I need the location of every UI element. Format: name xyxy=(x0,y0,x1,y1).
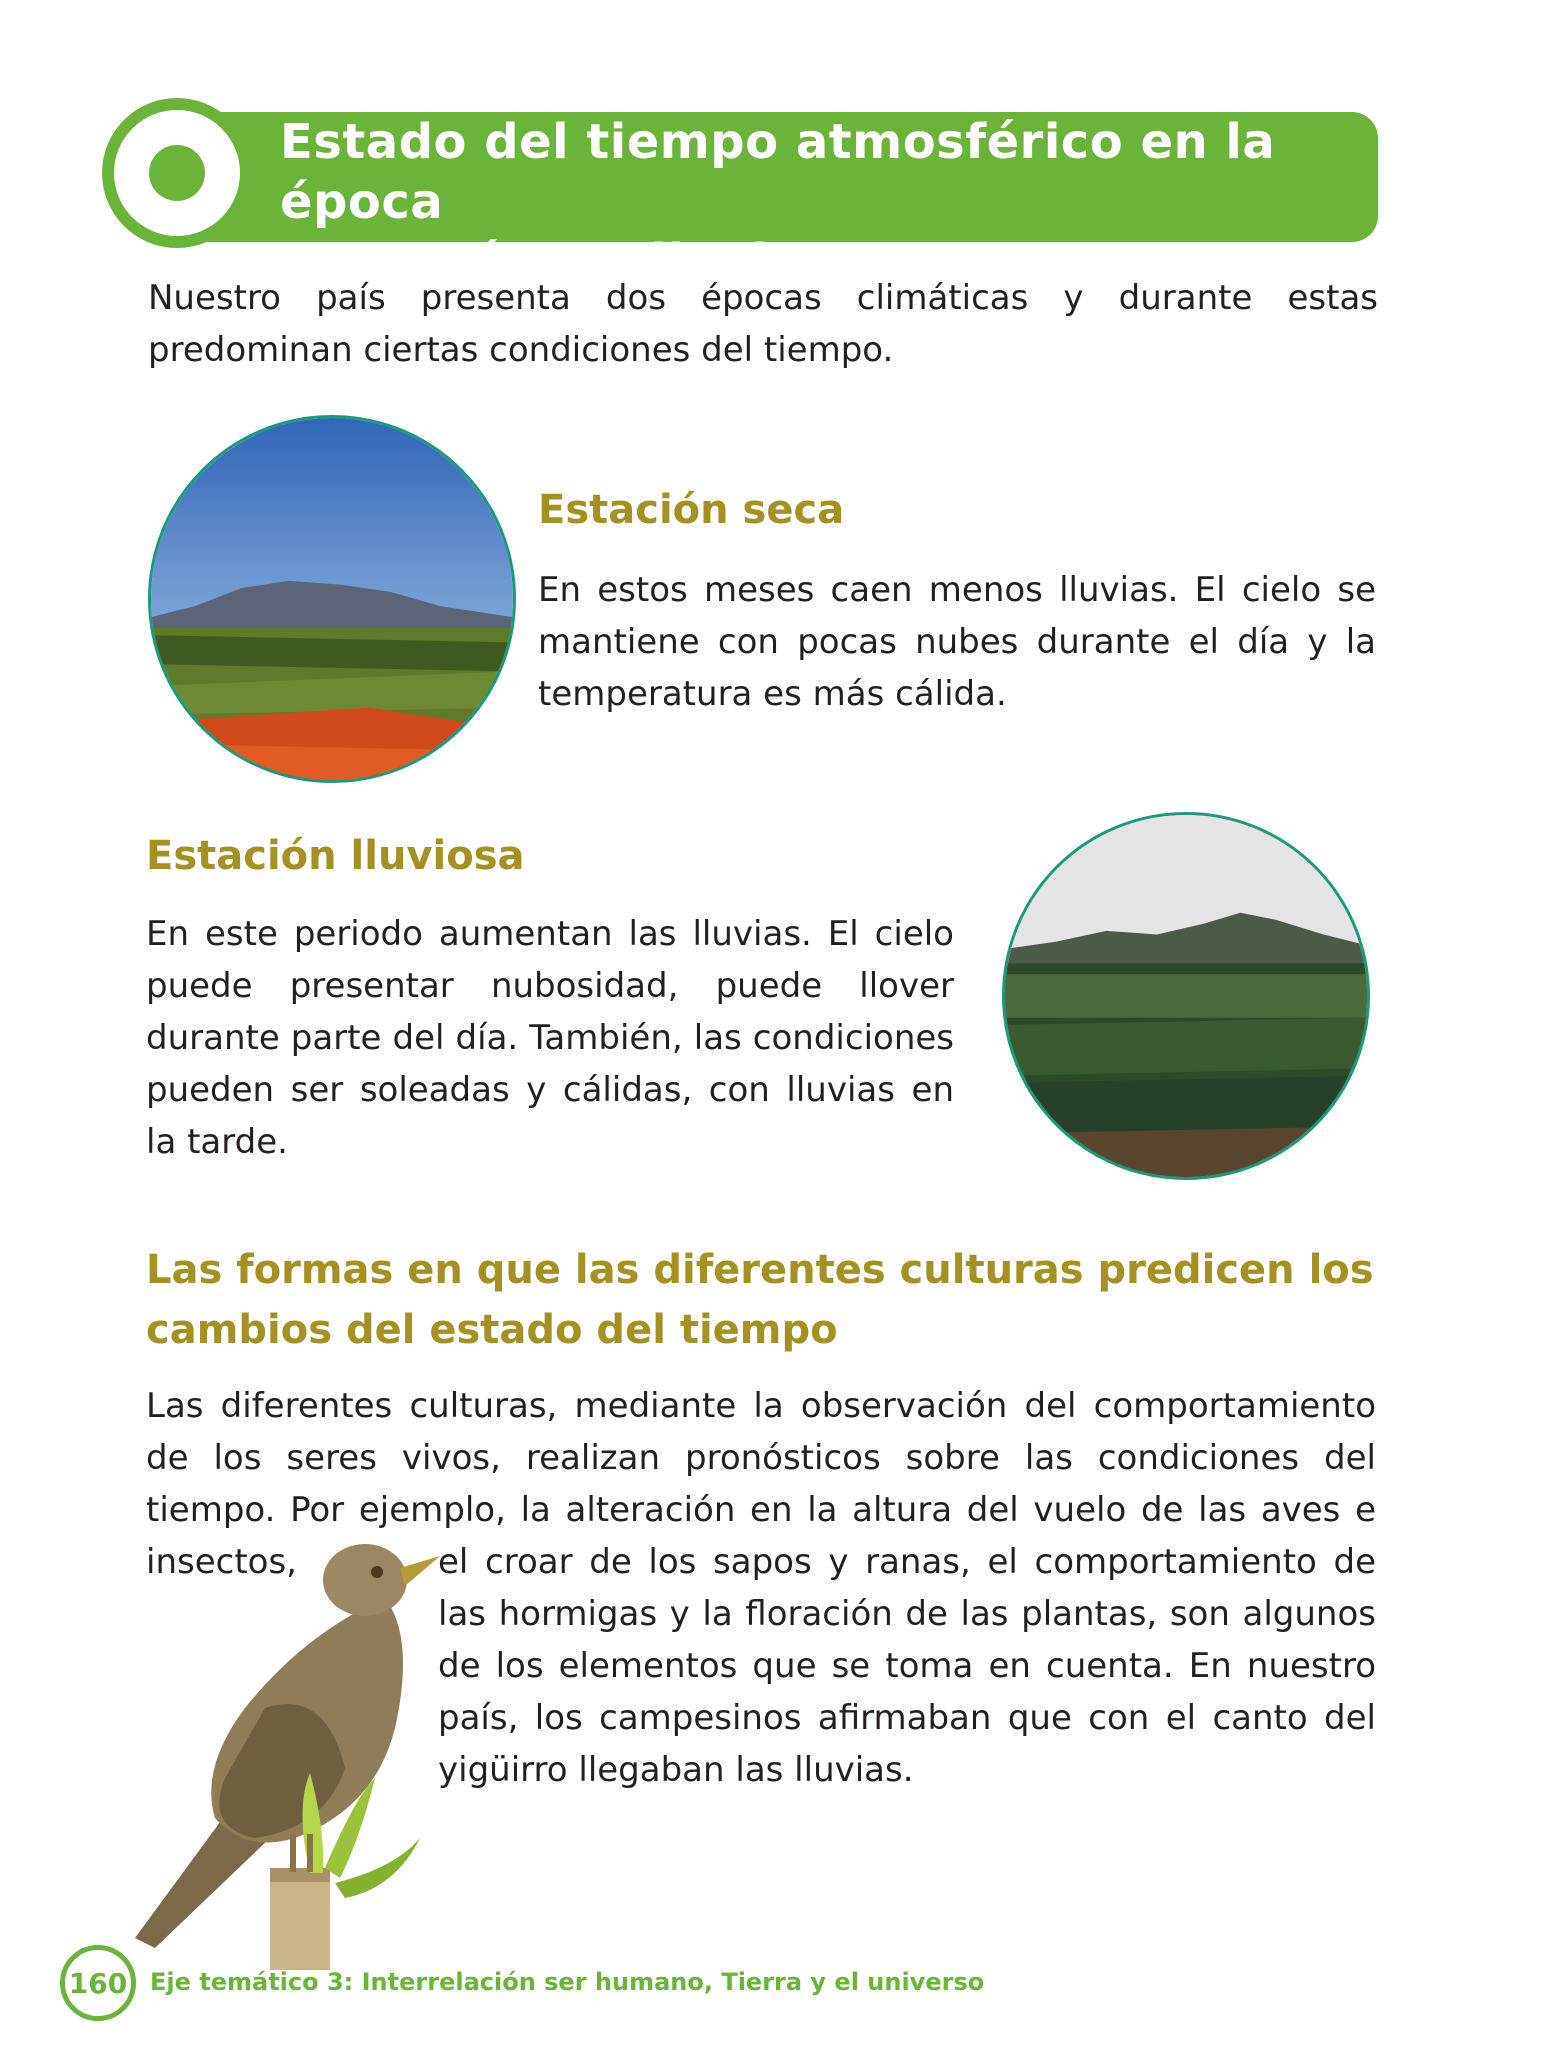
dry-season-heading: Estación seca xyxy=(538,487,845,533)
intro-paragraph: Nuestro país presenta dos épocas climáticas y durante estas predominan ciertas condiciones del tiempo. xyxy=(148,278,1378,370)
page-number-badge: 160 xyxy=(60,1945,136,2021)
cultures-paragraph-top: Las diferentes culturas, mediante la observación del comportamiento de los seres vivos, realizan pronósticos sobre las condiciones del tiempo. Por ejemplo, la alteración en la altura del vuelo de las aves e insectos, xyxy=(146,1386,1376,1582)
rainy-season-photo xyxy=(1002,812,1370,1180)
dry-season-photo xyxy=(148,415,516,783)
page-title-line-2: seca y época lluviosa xyxy=(280,234,864,290)
cultures-heading xyxy=(146,1240,1374,1360)
yiguirro-bird-illustration xyxy=(95,1538,440,1970)
dry-season-paragraph: En estos meses caen menos lluvias. El cielo se mantiene con pocas nubes durante el día y la temperatura es más cálida. xyxy=(538,570,1376,714)
header-dot-icon xyxy=(149,145,205,201)
footer-section-title: Eje temático 3: Interrelación ser humano, Tierra y el universo xyxy=(150,1968,985,1996)
rainy-season-heading: Estación lluviosa xyxy=(146,833,525,879)
page-title-line-1: Estado del tiempo atmosférico en la época xyxy=(280,114,1276,230)
cultures-heading-line-2: cambios del estado del tiempo xyxy=(146,1307,838,1353)
cultures-heading-line-1: Las formas en que las diferentes culturas predicen los xyxy=(146,1247,1374,1293)
cultures-paragraph-bottom: el croar de los sapos y ranas, el comportamiento de las hormigas y la floración de las plantas, son algunos de los elementos que se toma en cuenta. En nuestro país, los campesinos afirmaban que con el canto del yigüirro llegaban las lluvias. xyxy=(438,1542,1376,1790)
rainy-season-paragraph: En este periodo aumentan las lluvias. El cielo puede presentar nubosidad, puede llover durante parte del día. También, las condiciones pueden ser soleadas y cálidas, con lluvias en la tarde. xyxy=(146,914,954,1162)
page-title xyxy=(280,112,1370,292)
